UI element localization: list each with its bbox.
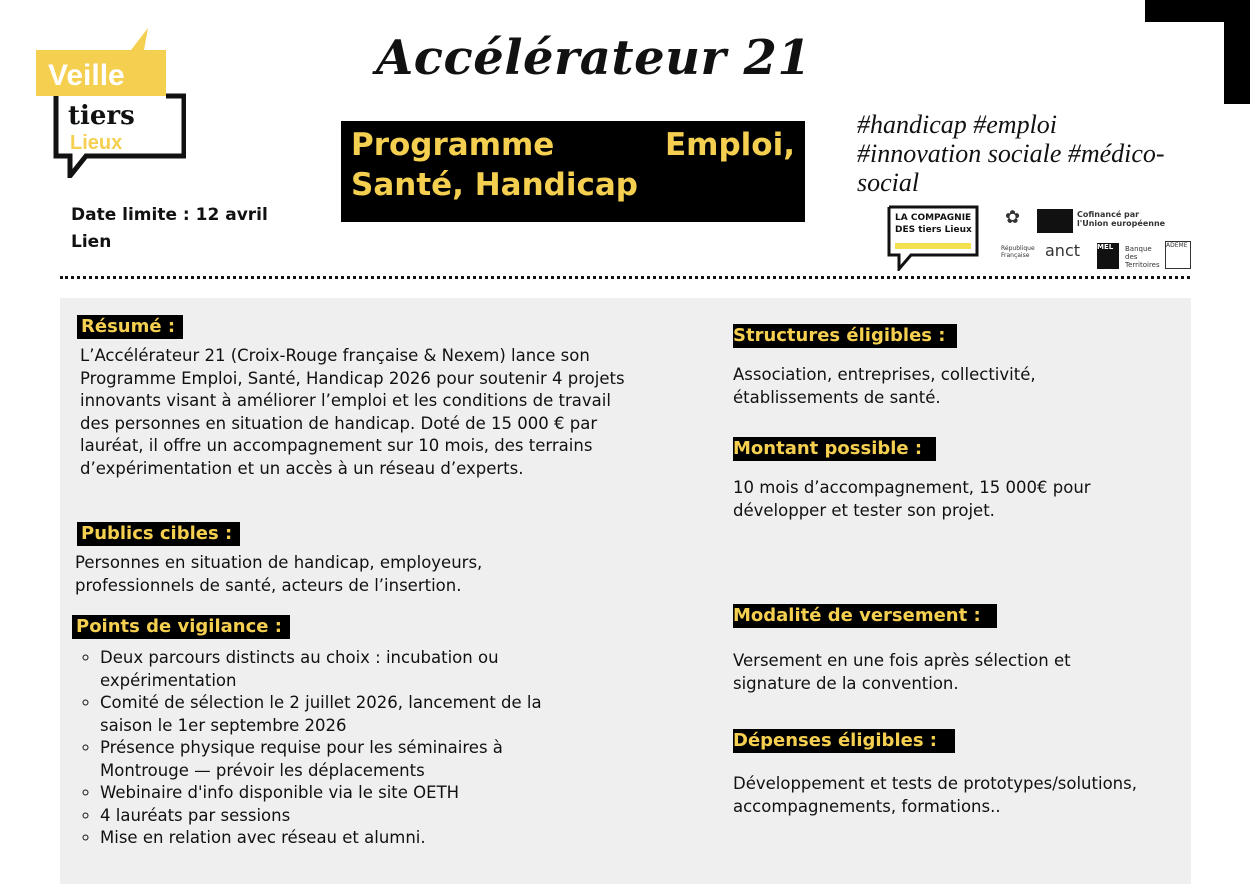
partner-logos xyxy=(885,203,1195,273)
list-item: ◦ 4 lauréats par sessions xyxy=(100,805,592,828)
compagnie-logo-text: LA COMPAGNIE DES tiers Lieux xyxy=(895,213,972,235)
program-banner: Programme Emploi, Santé, Handicap xyxy=(341,121,805,222)
link[interactable]: Lien xyxy=(71,232,112,252)
veille-tiers-lieux-logo xyxy=(36,28,186,178)
vigilance-section xyxy=(72,615,592,850)
montant-text: 10 mois d’accompagnement, 15 000€ pour développer et tester son projet. xyxy=(733,478,1091,520)
publics-section xyxy=(77,522,547,597)
list-item: ◦ Comité de sélection le 2 juillet 2026, lancement de la saison le 1er septembre 2026 xyxy=(100,692,592,737)
vigilance-label: Points de vigilance : xyxy=(72,615,290,639)
ademe-logo: ADEME xyxy=(1165,241,1191,269)
page-title: Accélérateur 21 xyxy=(376,30,812,86)
eu-cofinance-text: Cofinancé par l'Union européenne xyxy=(1077,210,1166,228)
publics-label: Publics cibles : xyxy=(77,522,240,546)
divider xyxy=(60,276,1190,279)
depenses-section xyxy=(733,729,1183,818)
modalite-section xyxy=(733,604,1133,695)
structures-label: Structures éligibles : xyxy=(733,324,957,348)
list-item: ◦ Présence physique requise pour les séminaires à Montrouge — prévoir les déplacements xyxy=(100,737,592,782)
modalite-text: Versement en une fois après sélection et signature de la convention. xyxy=(733,651,1071,693)
hashtags: #handicap #emploi #innovation sociale #médico-social xyxy=(857,110,1165,197)
structures-text: Association, entreprises, collectivité, établissements de santé. xyxy=(733,365,1036,407)
meta-info xyxy=(71,202,268,256)
corner-decoration xyxy=(1145,0,1250,104)
anct-logo: anct xyxy=(1045,241,1081,260)
list-item: ◦ Deux parcours distincts au choix : incubation ou expérimentation xyxy=(100,647,592,692)
montant-label: Montant possible : xyxy=(733,437,936,461)
resume-section xyxy=(77,315,637,480)
resume-text: L’Accélérateur 21 (Croix-Rouge française & Nexem) lance son Programme Emploi, Santé, Handicap 2026 pour soutenir 4 projets innovants visant à améliorer l’emploi et les conditions de travail des personnes en situation de handicap. Doté de 15 000 € par lauréat, il offre un accompagnement sur 10 mois, des terrains d’expérimentation et un accès à un réseau d’experts. xyxy=(80,346,625,478)
montant-section xyxy=(733,437,1133,522)
depenses-label: Dépenses éligibles : xyxy=(733,729,955,753)
svg-text:Lieux: Lieux xyxy=(70,132,123,154)
depenses-text: Développement et tests de prototypes/solutions, accompagnements, formations.. xyxy=(733,774,1137,816)
svg-text:tiers: tiers xyxy=(68,101,135,131)
region-logo: ✿ xyxy=(1005,207,1021,228)
republique-francaise-logo: République Française xyxy=(1001,245,1035,259)
publics-text: Personnes en situation de handicap, employeurs, professionnels de santé, acteurs de l’insertion. xyxy=(75,553,483,595)
svg-text:Veille: Veille xyxy=(48,59,125,92)
banque-territoires-logo: Banque des Territoires xyxy=(1125,245,1160,269)
list-item: ◦ Mise en relation avec réseau et alumni. xyxy=(100,827,592,850)
eu-flag-icon xyxy=(1037,209,1073,233)
structures-section xyxy=(733,324,1073,409)
mel-logo: MEL xyxy=(1097,243,1119,269)
list-item: ◦ Webinaire d'info disponible via le site OETH xyxy=(100,782,592,805)
deadline: Date limite : 12 avril xyxy=(71,205,268,225)
resume-label: Résumé : xyxy=(77,315,183,339)
modalite-label: Modalité de versement : xyxy=(733,604,997,628)
